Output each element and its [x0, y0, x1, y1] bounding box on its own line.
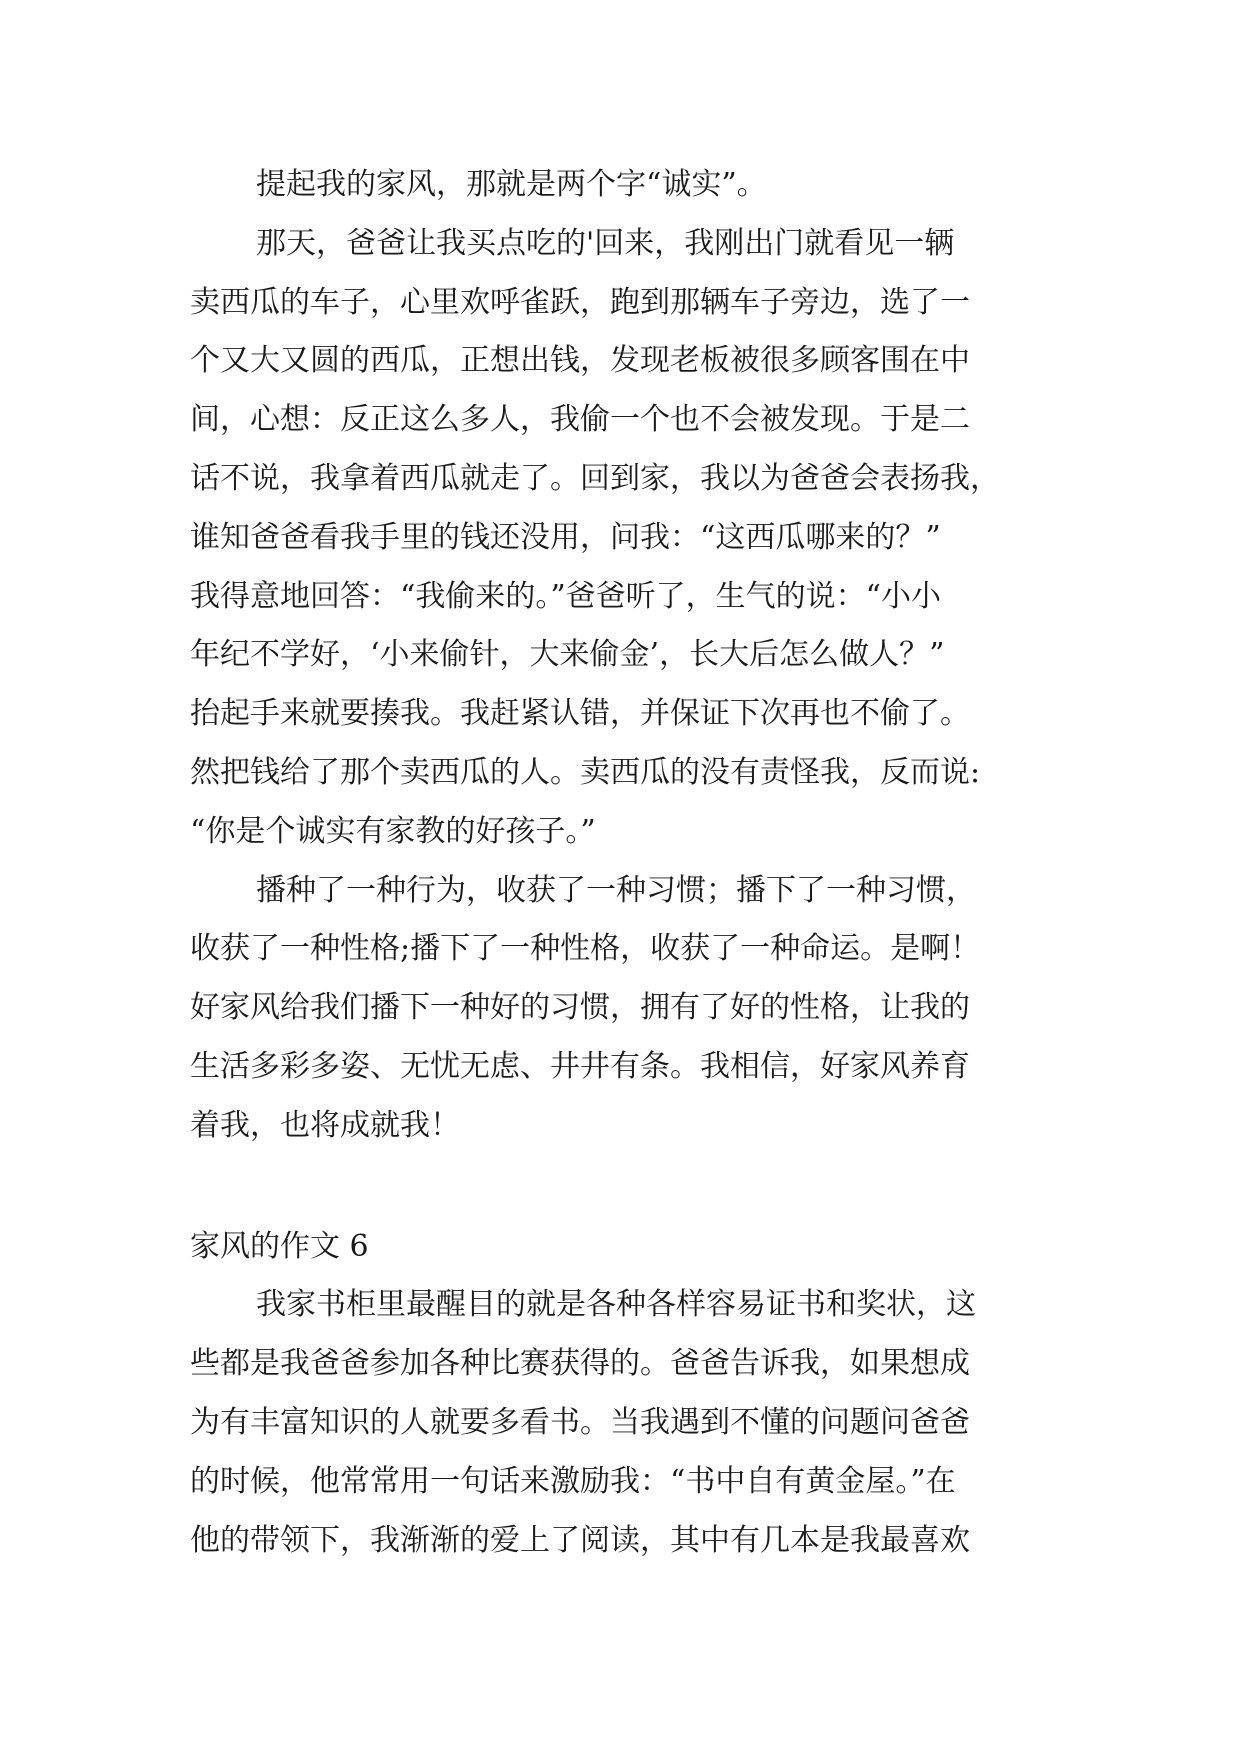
text-line: 的时候，他常常用一句话来激励我：“书中自有黄金屋。”在 — [190, 1463, 956, 1499]
text-line: 然把钱给了那个卖西瓜的人。卖西瓜的没有责怪我，反而说: — [190, 754, 981, 790]
text-line: 播种了一种行为，收获了一种习惯；播下了一种习惯， — [256, 872, 976, 908]
paragraph-2 — [190, 215, 1070, 862]
text-line: 生活多彩多姿、无忧无虑、井井有条。我相信，好家风养育 — [190, 1048, 970, 1084]
text-line: 年纪不学好，‘小来偷针，大来偷金’，长大后怎么做人？” — [190, 637, 945, 673]
text-line: 间，心想：反正这么多人，我偷一个也不会被发现。于是二 — [190, 402, 970, 438]
text-line: 个又大又圆的西瓜，正想出钱，发现老板被很多顾客围在中 — [190, 343, 970, 379]
paragraph-4 — [190, 1276, 1070, 1570]
text-line: 我得意地回答：“我偷来的。”爸爸听了，生气的说：“小小 — [190, 578, 942, 614]
section-title: 家风的作文 6 — [190, 1228, 369, 1264]
section-gap — [190, 1156, 1070, 1218]
text-line: 提起我的家风，那就是两个字“诚实”。 — [256, 167, 767, 202]
paragraph-3 — [190, 862, 1070, 1156]
text-line: 谁知爸爸看我手里的钱还没用，问我：“这西瓜哪来的？” — [190, 519, 941, 555]
text-line: 着我，也将成就我！ — [190, 1107, 460, 1143]
text-line: “你是个诚实有家教的好孩子。” — [190, 813, 596, 849]
text-line: 我家书柜里最醒目的就是各种各样容易证书和奖状，这 — [256, 1287, 976, 1323]
text-line: 那天，爸爸让我买点吃的'回来，我刚出门就看见一辆 — [256, 225, 955, 261]
document-body — [190, 156, 1070, 1570]
text-line: 抬起手来就要揍我。我赶紧认错，并保证下次再也不偷了。 — [190, 696, 970, 732]
text-line: 收获了一种性格;播下了一种性格，收获了一种命运。是啊！ — [190, 931, 981, 967]
text-line: 些都是我爸爸参加各种比赛获得的。爸爸告诉我，如果想成 — [190, 1346, 970, 1382]
text-line: 卖西瓜的车子，心里欢呼雀跃，跑到那辆车子旁边，选了一 — [190, 284, 970, 320]
text-line: 为有丰富知识的人就要多看书。当我遇到不懂的问题问爸爸 — [190, 1404, 970, 1440]
paragraph-1 — [190, 156, 1070, 215]
text-line: 话不说，我拿着西瓜就走了。回到家，我以为爸爸会表扬我， — [190, 460, 1000, 496]
text-line: 好家风给我们播下一种好的习惯，拥有了好的性格，让我的 — [190, 990, 970, 1026]
text-line: 他的带领下，我渐渐的爱上了阅读，其中有几本是我最喜欢 — [190, 1522, 970, 1558]
